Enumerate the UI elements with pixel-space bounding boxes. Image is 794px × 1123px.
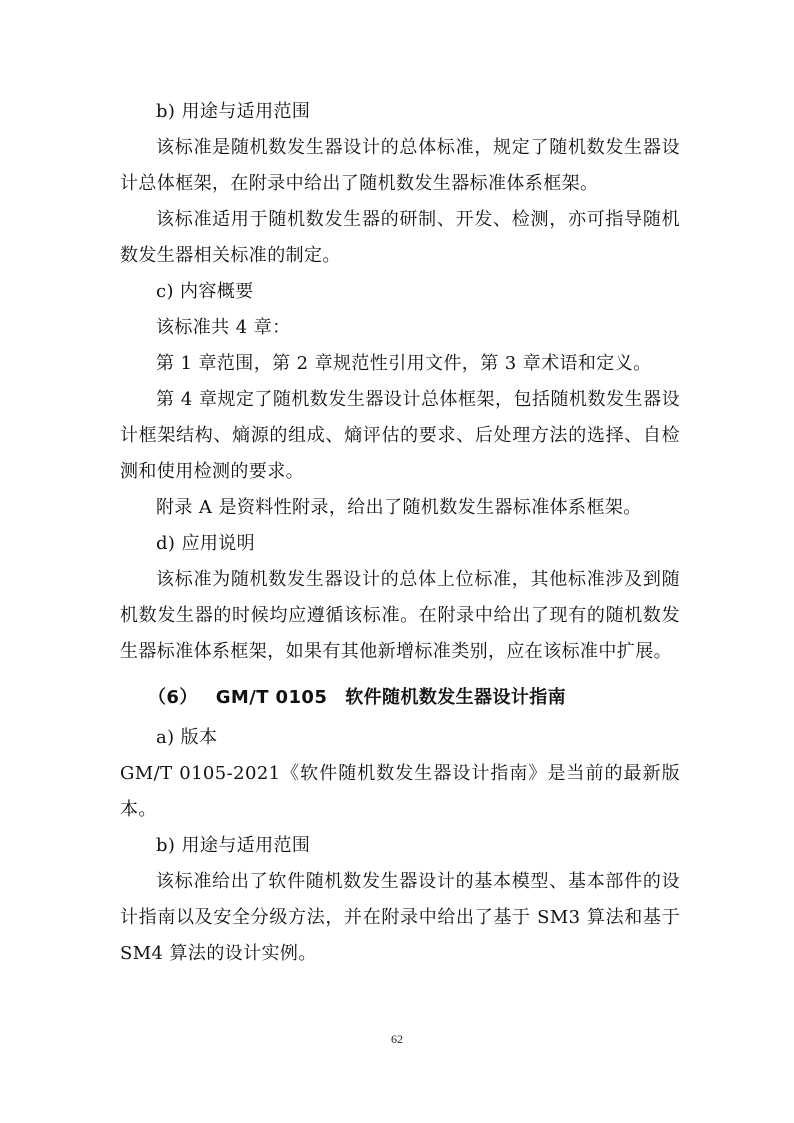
section-heading-6 (120, 680, 680, 716)
paragraph: 该标准给出了软件随机数发生器设计的基本模型、基本部件的设计指南以及安全分级方法，并在附录中给出了基于 SM3 算法和基于 SM4 算法的设计实例。 (120, 871, 680, 964)
section-label-summary: c) 内容概要 (156, 281, 254, 302)
section-label-purpose: b) 用途与适用范围 (156, 835, 311, 856)
paragraph: 该标准适用于随机数发生器的研制、开发、检测，亦可指导随机数发生器相关标准的制定。 (120, 209, 680, 266)
section-label-usage: d) 应用说明 (156, 533, 256, 554)
heading-code: GM/T 0105 (215, 687, 328, 708)
paragraph: 该标准是随机数发生器设计的总体标准，规定了随机数发生器设计总体框架，在附录中给出了随机数发生器标准体系框架。 (120, 137, 680, 194)
paragraph: 该标准为随机数发生器设计的总体上位标准，其他标准涉及到随机数发生器的时候均应遵循该标准。在附录中给出了现有的随机数发生器标准体系框架，如果有其他新增标准类别，应在该标准中扩展。 (120, 569, 680, 662)
paragraph: 第 4 章规定了随机数发生器设计总体框架，包括随机数发生器设计框架结构、熵源的组成、熵评估的要求、后处理方法的选择、自检测和使用检测的要求。 (120, 389, 680, 482)
section-label-purpose: b) 用途与适用范围 (156, 101, 311, 122)
paragraph: GM/T 0105-2021《软件随机数发生器设计指南》是当前的最新版本。 (120, 763, 680, 820)
paragraph: 该标准共 4 章： (156, 317, 291, 338)
heading-number: （6） (148, 687, 198, 708)
paragraph: 附录 A 是资料性附录，给出了随机数发生器标准体系框架。 (156, 497, 642, 518)
document-body (120, 94, 680, 972)
paragraph: 第 1 章范围，第 2 章规范性引用文件，第 3 章术语和定义。 (156, 353, 652, 374)
heading-title: 软件随机数发生器设计指南 (345, 687, 567, 708)
page-number: 62 (391, 1032, 403, 1046)
section-label-version: a) 版本 (156, 727, 218, 748)
